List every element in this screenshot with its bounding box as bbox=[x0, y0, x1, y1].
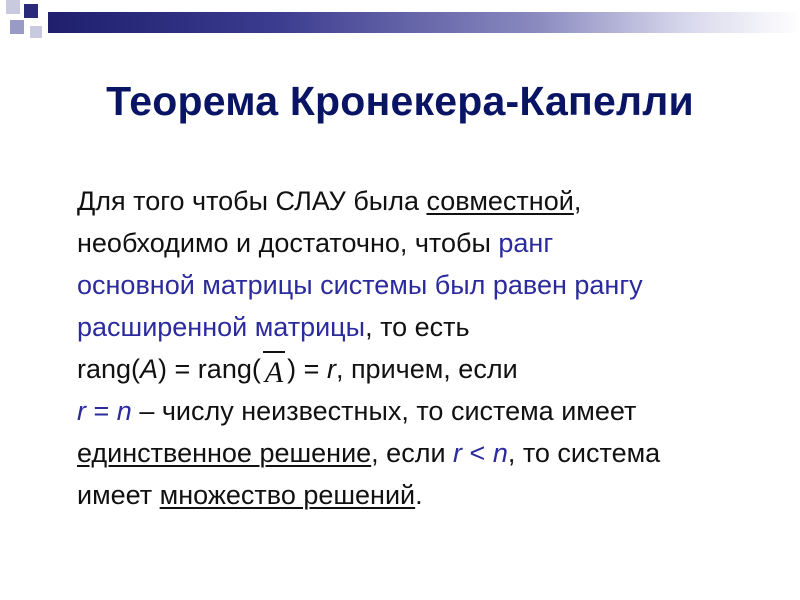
theorem-text bbox=[77, 180, 777, 516]
highlight-rank: ранг bbox=[498, 228, 554, 258]
text-segment: Для того чтобы СЛАУ была bbox=[77, 186, 427, 216]
symbol-r: r bbox=[453, 438, 463, 468]
text-segment: . bbox=[415, 480, 423, 510]
matrix-symbol-a-bar: A bbox=[261, 358, 287, 388]
page-title: Теорема Кронекера-Капелли bbox=[106, 78, 694, 124]
text-segment: < bbox=[462, 438, 493, 468]
text-line-4 bbox=[77, 306, 777, 348]
text-segment: ) = bbox=[287, 354, 327, 384]
symbol-n: n bbox=[116, 396, 132, 426]
text-segment: , bbox=[573, 186, 582, 216]
text-line-1 bbox=[77, 180, 777, 222]
text-segment: необходимо и достаточно, чтобы bbox=[77, 228, 499, 258]
symbol-r: r bbox=[77, 396, 86, 426]
text-segment: имеет bbox=[77, 480, 160, 510]
text-line-7 bbox=[77, 432, 777, 474]
header-bar bbox=[48, 12, 800, 33]
text-segment: , то система bbox=[507, 438, 661, 468]
text-segment: , если bbox=[371, 438, 454, 468]
symbol-r: r bbox=[326, 354, 336, 384]
decor-square-3 bbox=[10, 20, 24, 34]
text-segment: , то есть bbox=[365, 312, 470, 342]
symbol-n: n bbox=[492, 438, 508, 468]
matrix-symbol-a: A bbox=[140, 354, 159, 384]
text-segment: , причем, если bbox=[335, 354, 518, 384]
decor-square-2 bbox=[24, 4, 38, 18]
text-line-5 bbox=[77, 348, 777, 390]
text-segment: rang( bbox=[77, 354, 141, 384]
decor-square-1 bbox=[6, 0, 20, 14]
text-line-8 bbox=[77, 474, 777, 516]
decor-square-4 bbox=[30, 26, 42, 38]
text-line-2 bbox=[77, 222, 777, 264]
text-segment: ) = rang( bbox=[158, 354, 261, 384]
text-line-3: основной матрицы системы был равен рангу bbox=[77, 270, 643, 300]
highlight-extended-matrix: расширенной матрицы bbox=[77, 312, 366, 342]
text-segment: = bbox=[86, 396, 117, 426]
text-segment: – числу неизвестных, то система имеет bbox=[131, 396, 637, 426]
term-infinite-solutions: множество решений bbox=[159, 480, 416, 510]
term-unique-solution: единственное решение bbox=[77, 438, 372, 468]
term-consistent: совместной bbox=[426, 186, 574, 216]
text-line-6 bbox=[77, 390, 777, 432]
